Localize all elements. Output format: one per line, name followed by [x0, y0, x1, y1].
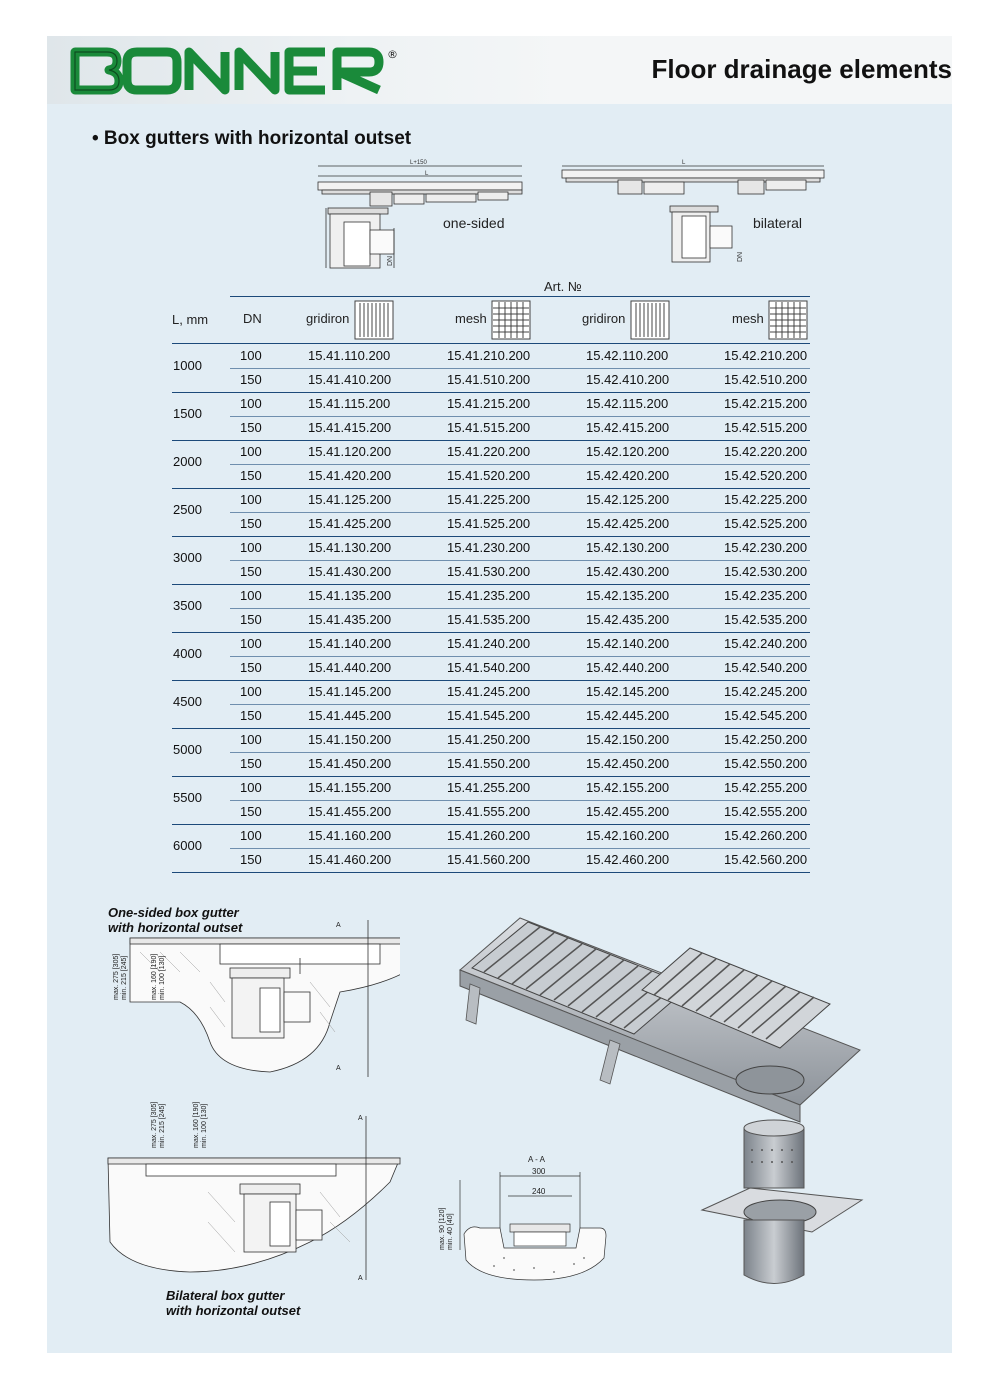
dn-value: 100 [240, 588, 262, 603]
art-mesh-one-sided: 15.41.245.200 [447, 684, 531, 699]
art-mesh-one-sided: 15.41.520.200 [447, 468, 531, 483]
dn-value: 150 [240, 612, 262, 627]
length-value: 5000 [173, 742, 202, 757]
length-value: 3000 [173, 550, 202, 565]
length-value: 4500 [173, 694, 202, 709]
table-row [230, 656, 810, 680]
bilateral-dim-max2: max. 160 [190] [193, 1101, 200, 1148]
dn-value: 100 [240, 348, 262, 363]
art-mesh-bilateral: 15.42.535.200 [724, 612, 808, 627]
l-label: L [425, 171, 429, 177]
art-mesh-bilateral: 15.42.525.200 [724, 516, 808, 531]
dn-value: 100 [240, 396, 262, 411]
art-mesh-bilateral: 15.42.555.200 [724, 804, 808, 819]
length-value: 3500 [173, 598, 202, 613]
art-mesh-bilateral: 15.42.245.200 [724, 684, 808, 699]
dim-max2: max. 160 [190] [151, 953, 158, 1000]
art-gridiron-bilateral: 15.42.455.200 [586, 804, 670, 819]
art-gridiron-bilateral: 15.42.415.200 [586, 420, 670, 435]
table-row [230, 680, 810, 704]
art-gridiron-bilateral: 15.42.420.200 [586, 468, 670, 483]
length-value: 6000 [173, 838, 202, 853]
table-row [230, 728, 810, 752]
dn-value: 150 [240, 564, 262, 579]
bilateral-diagram [558, 158, 828, 266]
dn-value: 150 [240, 516, 262, 531]
dn-value: 150 [240, 804, 262, 819]
length-value: 2500 [173, 502, 202, 517]
table-row [230, 752, 810, 776]
art-mesh-one-sided: 15.41.510.200 [447, 372, 531, 387]
art-mesh-bilateral: 15.42.550.200 [724, 756, 808, 771]
table-row [230, 368, 810, 392]
grate-label-2: mesh [455, 311, 487, 326]
section-a-mark-bottom: A [336, 1065, 341, 1072]
art-gridiron-one-sided: 15.41.440.200 [308, 660, 392, 675]
art-mesh-bilateral: 15.42.250.200 [724, 732, 808, 747]
art-gridiron-one-sided: 15.41.460.200 [308, 852, 392, 867]
bilateral-caption-line2: with horizontal outset [166, 1303, 301, 1318]
col-dn-header: DN [243, 311, 262, 326]
bilateral-a-mark-bottom: A [358, 1275, 363, 1282]
table-row [230, 464, 810, 488]
art-mesh-one-sided: 15.41.550.200 [447, 756, 531, 771]
dn-value: 100 [240, 540, 262, 555]
art-gridiron-one-sided: 15.41.135.200 [308, 588, 392, 603]
dim-min1: min. 215 [245] [121, 955, 128, 1000]
page-title: Floor drainage elements [651, 54, 952, 84]
art-gridiron-one-sided: 15.41.415.200 [308, 420, 392, 435]
art-mesh-one-sided: 15.41.225.200 [447, 492, 531, 507]
dim-240: 240 [532, 1187, 546, 1196]
dn-label: DN [387, 255, 394, 266]
dn-value: 150 [240, 372, 262, 387]
table-row [230, 344, 810, 368]
art-mesh-one-sided: 15.41.220.200 [447, 444, 531, 459]
art-gridiron-bilateral: 15.42.410.200 [586, 372, 670, 387]
art-gridiron-one-sided: 15.41.115.200 [308, 396, 391, 411]
art-gridiron-bilateral: 15.42.145.200 [586, 684, 670, 699]
art-mesh-bilateral: 15.42.515.200 [724, 420, 808, 435]
art-mesh-one-sided: 15.41.555.200 [447, 804, 531, 819]
mesh-icon [491, 300, 531, 340]
one-sided-caption-line2: with horizontal outset [108, 920, 243, 935]
art-gridiron-bilateral: 15.42.450.200 [586, 756, 670, 771]
art-mesh-bilateral: 15.42.560.200 [724, 852, 808, 867]
art-gridiron-bilateral: 15.42.160.200 [586, 828, 670, 843]
one-sided-section-drawing [100, 912, 400, 1082]
col-l-header: L, mm [172, 312, 209, 327]
length-value: 4000 [173, 646, 202, 661]
header [47, 36, 952, 104]
art-gridiron-bilateral: 15.42.460.200 [586, 852, 670, 867]
art-mesh-one-sided: 15.41.210.200 [447, 348, 531, 363]
art-mesh-one-sided: 15.41.240.200 [447, 636, 531, 651]
dim-max1: max. 275 [305] [113, 953, 120, 1000]
art-mesh-one-sided: 15.41.535.200 [447, 612, 531, 627]
art-gridiron-one-sided: 15.41.435.200 [308, 612, 392, 627]
dim-min3: min. 40 [40] [447, 1213, 454, 1250]
dim-min2: min. 100 [130] [159, 955, 166, 1000]
product-illustration [450, 900, 870, 1300]
art-gridiron-bilateral: 15.42.115.200 [586, 396, 669, 411]
dn-value: 150 [240, 468, 262, 483]
table-row [230, 560, 810, 584]
bilateral-section-drawing [100, 1092, 430, 1292]
art-gridiron-one-sided: 15.41.420.200 [308, 468, 392, 483]
art-mesh-one-sided: 15.41.515.200 [447, 420, 531, 435]
art-mesh-one-sided: 15.41.215.200 [447, 396, 531, 411]
art-gridiron-one-sided: 15.41.120.200 [308, 444, 392, 459]
bilateral-caption [166, 1288, 300, 1318]
bonner-logo [67, 44, 417, 98]
art-gridiron-bilateral: 15.42.155.200 [586, 780, 670, 795]
art-gridiron-bilateral: 15.42.445.200 [586, 708, 670, 723]
art-gridiron-bilateral: 15.42.425.200 [586, 516, 670, 531]
table-row [230, 512, 810, 536]
bilateral-dim-max1: max. 275 [305] [151, 1101, 158, 1148]
section-heading: • Box gutters with horizontal outset [92, 128, 412, 149]
art-mesh-one-sided: 15.41.540.200 [447, 660, 531, 675]
dn-value: 100 [240, 492, 262, 507]
art-gridiron-bilateral: 15.42.120.200 [586, 444, 670, 459]
mesh-icon [768, 300, 808, 340]
table-row [230, 608, 810, 632]
section-aa-title: A - A [528, 1155, 545, 1164]
art-gridiron-one-sided: 15.41.410.200 [308, 372, 392, 387]
registered-mark: ® [387, 48, 398, 61]
art-mesh-bilateral: 15.42.520.200 [724, 468, 808, 483]
bilateral-dn-label: DN [737, 251, 744, 262]
art-gridiron-one-sided: 15.41.425.200 [308, 516, 392, 531]
table-row [230, 632, 810, 656]
art-mesh-bilateral: 15.42.260.200 [724, 828, 808, 843]
art-gridiron-bilateral: 15.42.435.200 [586, 612, 670, 627]
art-gridiron-bilateral: 15.42.440.200 [586, 660, 670, 675]
table-row [230, 800, 810, 824]
art-gridiron-bilateral: 15.42.130.200 [586, 540, 670, 555]
one-sided-diagram [310, 158, 530, 270]
art-mesh-one-sided: 15.41.560.200 [447, 852, 531, 867]
dn-value: 150 [240, 420, 262, 435]
art-gridiron-one-sided: 15.41.160.200 [308, 828, 392, 843]
length-value: 5500 [173, 790, 202, 805]
art-mesh-bilateral: 15.42.225.200 [724, 492, 808, 507]
table-row [230, 824, 810, 848]
art-mesh-bilateral: 15.42.215.200 [724, 396, 808, 411]
art-gridiron-one-sided: 15.41.445.200 [308, 708, 392, 723]
art-gridiron-bilateral: 15.42.110.200 [586, 348, 669, 363]
art-gridiron-one-sided: 15.41.450.200 [308, 756, 392, 771]
table-row [230, 440, 810, 464]
art-gridiron-one-sided: 15.41.155.200 [308, 780, 392, 795]
art-gridiron-one-sided: 15.41.140.200 [308, 636, 392, 651]
art-gridiron-one-sided: 15.41.125.200 [308, 492, 392, 507]
table-row [230, 848, 810, 872]
art-gridiron-one-sided: 15.41.455.200 [308, 804, 392, 819]
art-mesh-bilateral: 15.42.240.200 [724, 636, 808, 651]
bilateral-a-mark-top: A [358, 1115, 363, 1122]
bilateral-l-label: L [682, 160, 686, 166]
art-gridiron-one-sided: 15.41.110.200 [308, 348, 391, 363]
length-value: 2000 [173, 454, 202, 469]
art-mesh-one-sided: 15.41.250.200 [447, 732, 531, 747]
bilateral-dim-min2: min. 100 [130] [201, 1103, 208, 1148]
dn-value: 150 [240, 660, 262, 675]
dn-value: 100 [240, 684, 262, 699]
art-mesh-one-sided: 15.41.235.200 [447, 588, 531, 603]
grate-label-1: gridiron [306, 311, 350, 326]
art-gridiron-one-sided: 15.41.150.200 [308, 732, 392, 747]
section-a-mark-top: A [336, 922, 341, 929]
table-row [230, 536, 810, 560]
art-gridiron-bilateral: 15.42.140.200 [586, 636, 670, 651]
art-mesh-one-sided: 15.41.260.200 [447, 828, 531, 843]
table-row [230, 416, 810, 440]
grate-label-3: gridiron [582, 311, 626, 326]
bilateral-label: bilateral [753, 215, 803, 231]
art-mesh-bilateral: 15.42.210.200 [724, 348, 808, 363]
table-row [230, 392, 810, 416]
group-divider [172, 872, 810, 873]
dn-value: 150 [240, 852, 262, 867]
one-sided-caption-line1: One-sided box gutter [108, 905, 239, 920]
art-mesh-one-sided: 15.41.545.200 [447, 708, 531, 723]
dn-value: 150 [240, 756, 262, 771]
art-header: Art. № [544, 279, 582, 294]
dn-value: 100 [240, 636, 262, 651]
art-gridiron-one-sided: 15.41.130.200 [308, 540, 392, 555]
art-mesh-bilateral: 15.42.530.200 [724, 564, 808, 579]
header-rule [230, 296, 810, 297]
art-mesh-bilateral: 15.42.235.200 [724, 588, 808, 603]
length-value: 1500 [173, 406, 202, 421]
length-value: 1000 [173, 358, 202, 373]
art-gridiron-one-sided: 15.41.145.200 [308, 684, 392, 699]
art-gridiron-bilateral: 15.42.135.200 [586, 588, 670, 603]
art-mesh-one-sided: 15.41.530.200 [447, 564, 531, 579]
table-row [230, 488, 810, 512]
dn-value: 100 [240, 732, 262, 747]
art-gridiron-bilateral: 15.42.430.200 [586, 564, 670, 579]
art-mesh-bilateral: 15.42.545.200 [724, 708, 808, 723]
art-gridiron-bilateral: 15.42.150.200 [586, 732, 670, 747]
grate-label-4: mesh [732, 311, 764, 326]
table-row [230, 584, 810, 608]
bilateral-caption-line1: Bilateral box gutter [166, 1288, 285, 1303]
art-mesh-bilateral: 15.42.540.200 [724, 660, 808, 675]
dn-value: 100 [240, 780, 262, 795]
gridiron-icon [630, 300, 670, 340]
l-plus-label: L+150 [410, 160, 427, 166]
art-mesh-one-sided: 15.41.230.200 [447, 540, 531, 555]
art-mesh-bilateral: 15.42.220.200 [724, 444, 808, 459]
table-row [230, 776, 810, 800]
bilateral-dim-min1: min. 215 [245] [159, 1103, 166, 1148]
art-mesh-bilateral: 15.42.255.200 [724, 780, 808, 795]
dim-max3: max. 90 [120] [439, 1207, 446, 1250]
one-sided-label: one-sided [443, 215, 505, 231]
art-mesh-bilateral: 15.42.510.200 [724, 372, 808, 387]
table-row [230, 704, 810, 728]
art-mesh-bilateral: 15.42.230.200 [724, 540, 808, 555]
dim-300: 300 [532, 1167, 546, 1176]
art-gridiron-bilateral: 15.42.125.200 [586, 492, 670, 507]
art-gridiron-one-sided: 15.41.430.200 [308, 564, 392, 579]
art-mesh-one-sided: 15.41.255.200 [447, 780, 531, 795]
dn-value: 150 [240, 708, 262, 723]
gridiron-icon [354, 300, 394, 340]
dn-value: 100 [240, 828, 262, 843]
art-mesh-one-sided: 15.41.525.200 [447, 516, 531, 531]
dn-value: 100 [240, 444, 262, 459]
